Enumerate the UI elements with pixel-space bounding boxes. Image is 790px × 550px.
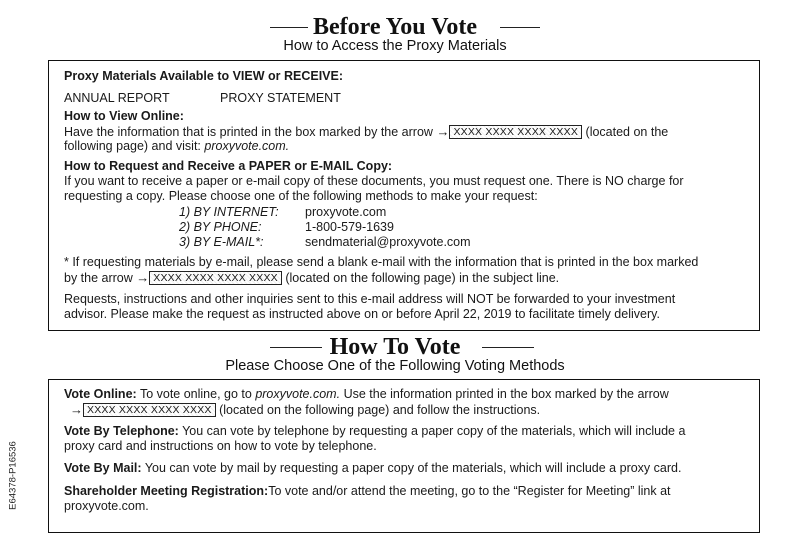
method-internet-label: 1) BY INTERNET: (179, 205, 279, 219)
view-online-line2 (64, 139, 289, 155)
method-email-label: 3) BY E-MAIL*: (179, 235, 264, 249)
vote-online-line2 (70, 402, 540, 419)
meeting-registration-text: To vote and/or attend the meeting, go to the “Register for Meeting” link at (268, 484, 671, 498)
vote-online-link[interactable]: proxyvote.com. (255, 387, 341, 401)
method-internet-value[interactable]: proxyvote.com (305, 205, 387, 219)
vote-online-text-a: To vote online, go to (139, 387, 252, 401)
requests-line1: Requests, instructions and other inquiries sent to this e-mail address will NOT be forwarded to your investment (64, 292, 676, 306)
doc-proxy-statement: PROXY STATEMENT (220, 91, 341, 105)
vote-phone-line2: proxy card and instructions on how to vote by telephone. (64, 439, 377, 453)
request-heading: How to Request and Receive a PAPER or E-MAIL Copy: (64, 159, 393, 173)
view-online-heading: How to View Online: (64, 109, 184, 123)
meeting-registration-label: Shareholder Meeting Registration: (64, 484, 269, 498)
request-line2: requesting a copy. Please choose one of the following methods to make your request: (64, 189, 538, 203)
method-phone-label: 2) BY PHONE: (179, 220, 262, 234)
side-code: E64378-P16536 (7, 441, 19, 510)
page-title: Before You Vote (313, 14, 477, 40)
method-phone-value: 1-800-579-1639 (305, 220, 394, 234)
vote-online-text-c: (located on the following page) and follow the instructions. (219, 403, 541, 417)
vote-online-label: Vote Online: (64, 387, 137, 401)
vote-online-line1 (64, 387, 669, 403)
request-line1: If you want to receive a paper or e-mail copy of these documents, you must request one. There is NO charge for (64, 174, 684, 188)
view-online-visit: following page) and visit: (64, 139, 201, 153)
footnote-located: (located on the following page) in the subject line. (285, 271, 560, 285)
doc-annual-report: ANNUAL REPORT (64, 91, 170, 105)
arrow-icon: → (70, 402, 83, 417)
requests-line2: advisor. Please make the request as instructed above on or before April 22, 2019 to facilitate timely delivery. (64, 307, 660, 321)
vote-mail-line (64, 461, 681, 477)
page-subtitle: How to Access the Proxy Materials (283, 38, 507, 54)
control-number-box: XXXX XXXX XXXX XXXX (149, 271, 282, 285)
view-online-located: (located on the (585, 125, 669, 139)
arrow-icon: → (436, 124, 450, 139)
view-online-text: Have the information that is printed in the box marked by the arrow (64, 125, 433, 139)
vote-phone-line1 (64, 424, 685, 440)
meeting-registration-line1 (64, 484, 671, 500)
vote-mail-text: You can vote by mail by requesting a paper copy of the materials, which will include a proxy card. (144, 461, 682, 475)
footnote-line2 (64, 270, 559, 287)
vote-title: How To Vote (329, 334, 461, 360)
control-number-box: XXXX XXXX XXXX XXXX (83, 403, 216, 417)
vote-mail-label: Vote By Mail: (64, 461, 142, 475)
control-number-box: XXXX XXXX XXXX XXXX (449, 125, 582, 139)
method-email-value[interactable]: sendmaterial@proxyvote.com (305, 235, 471, 249)
footnote-by-arrow: by the arrow (64, 271, 133, 285)
vote-phone-text: You can vote by telephone by requesting a paper copy of the materials, which will include a (182, 424, 686, 438)
arrow-icon: → (136, 270, 150, 285)
meeting-registration-line2[interactable]: proxyvote.com. (64, 499, 149, 513)
vote-subtitle: Please Choose One of the Following Voting Methods (225, 358, 565, 374)
proxyvote-link[interactable]: proxyvote.com. (204, 139, 290, 153)
footnote-line1: * If requesting materials by e-mail, please send a blank e-mail with the information that is printed in the box marked (64, 255, 699, 269)
materials-heading: Proxy Materials Available to VIEW or RECEIVE: (64, 69, 344, 83)
vote-phone-label: Vote By Telephone: (64, 424, 179, 438)
vote-online-text-b: Use the information printed in the box marked by the arrow (343, 387, 669, 401)
